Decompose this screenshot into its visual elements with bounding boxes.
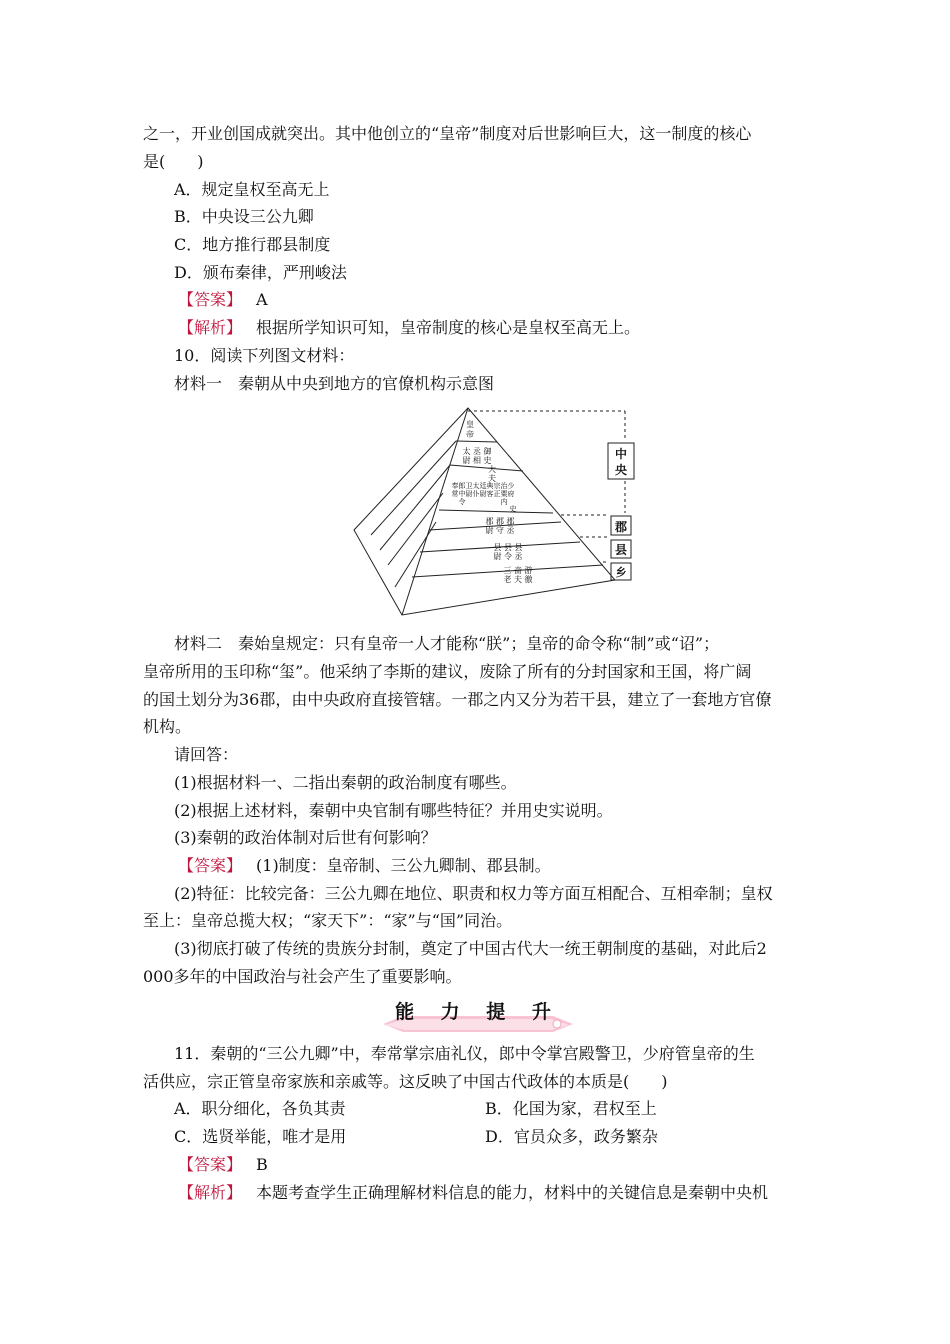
answer-tag: 【答案】 (178, 1155, 243, 1174)
analysis-text: 根据所学知识可知，皇帝制度的核心是皇权至高无上。 (256, 318, 641, 337)
level-jun-2: 尉 守 丞 (485, 526, 515, 535)
q11-option-a: A．职分细化，各负其责 (174, 1099, 346, 1118)
q11-option-b: B．化国为家，君权至上 (485, 1099, 657, 1118)
level-xiang-1: 三 啬 游 (503, 566, 533, 575)
q10-answer-1 (178, 856, 551, 876)
level-emperor-2: 帝 (466, 430, 474, 439)
q11-option-d: D．官员众多，政务繁杂 (485, 1127, 658, 1146)
q11-answer (178, 1155, 268, 1175)
side-label-central-1: 中 (614, 447, 628, 461)
q10-answer-3-line2: 000多年的中国政治与社会产生了重要影响。 (143, 967, 462, 986)
section-banner (383, 994, 573, 1036)
side-label-xiang: 乡 (615, 566, 627, 579)
q9-option-c: C．地方推行郡县制度 (174, 235, 331, 254)
answer-tag: 【答案】 (178, 290, 243, 309)
answer-tag: 【答案】 (178, 856, 243, 875)
section-title: 能 力 提 升 (395, 1001, 561, 1023)
side-label-xian: 县 (614, 543, 628, 557)
level-jun-1: 郡 郡 郡 (485, 517, 515, 526)
q11-stem-line2: 活供应，宗正管皇帝家族和亲戚等。这反映了中国古代政体的本质是( ) (143, 1072, 668, 1091)
q9-option-a: A．规定皇权至高无上 (174, 180, 330, 199)
material2-line1: 材料二 秦始皇规定：只有皇帝一人才能称“朕”；皇帝的命令称“制”或“诏”； (174, 634, 720, 653)
level-sangong-2: 尉 相 史 (462, 456, 492, 465)
level-jiuqing-2: 常中尉仆尉客正粟府 (451, 490, 515, 498)
q9-stem-line1: 之一，开业创国成就突出。其中他创立的“皇帝”制度对后世影响巨大，这一制度的核心 (143, 124, 752, 143)
q10-question-1: (1)根据材料一、二指出秦朝的政治制度有哪些。 (174, 773, 517, 792)
q11-stem-line1: 11．秦朝的“三公九卿”中，奉常掌宗庙礼仪，郎中令掌宫殿警卫，少府管皇帝的生 (174, 1044, 755, 1063)
q10-stem: 10．阅读下列图文材料： (174, 346, 355, 365)
level-sangong-4: 夫 (488, 474, 496, 483)
material2-line4: 机构。 (143, 717, 192, 736)
q10-answer-2-line2: 至上：皇帝总揽大权；“家天下”：“家”与“国”同治。 (143, 911, 513, 930)
level-xian-2: 尉 令 丞 (493, 552, 523, 561)
answer-value: B (256, 1155, 268, 1174)
q11-option-c: C．选贤举能，唯才是用 (174, 1127, 347, 1146)
q9-analysis (178, 318, 640, 338)
answer-text: (1)制度：皇帝制、三公九卿制、郡县制。 (256, 856, 551, 875)
q9-answer (178, 290, 268, 310)
level-sangong-3: 大 (488, 465, 496, 474)
q10-answer-3-line1: (3)彻底打破了传统的贵族分封制，奠定了中国古代大一统王朝制度的基础，对此后2 (174, 939, 767, 958)
q10-prompt: 请回答： (174, 745, 239, 764)
analysis-tag: 【解析】 (178, 1183, 243, 1202)
analysis-text: 本题考查学生正确理解材料信息的能力，材料中的关键信息是秦朝中央机 (256, 1183, 769, 1202)
level-jiuqing-4: 史 (509, 505, 517, 513)
q10-answer-2-line1: (2)特征：比较完备：三公九卿在地位、职责和权力等方面互相配合、互相牵制；皇权 (174, 884, 773, 903)
q9-stem-line2: 是( ) (143, 152, 204, 171)
level-xian-1: 县 县 县 (493, 543, 523, 552)
q10-question-3: (3)秦朝的政治体制对后世有何影响？ (174, 828, 437, 847)
answer-value: A (256, 290, 268, 309)
q10-question-2: (2)根据上述材料，秦朝中央官制有哪些特征？并用史实说明。 (174, 801, 613, 820)
material2-line2: 皇帝所用的玉印称“玺”。他采纳了李斯的建议，废除了所有的分封国家和王国，将广阔 (143, 662, 752, 681)
material2-line3: 的国土划分为36郡，由中央政府直接管辖。一郡之内又分为若干县，建立了一套地方官僚 (143, 690, 772, 709)
level-xiang-2: 老 夫 徼 (503, 575, 533, 584)
q11-analysis (178, 1183, 768, 1203)
material1-title: 材料一 秦朝从中央到地方的官僚机构示意图 (174, 374, 495, 393)
q9-option-d: D．颁布秦律，严刑峻法 (174, 263, 347, 282)
bureaucracy-pyramid-diagram (340, 405, 640, 620)
level-jiuqing-3: 令 内 (458, 498, 508, 506)
side-label-jun: 郡 (614, 520, 628, 534)
level-sangong-1: 太 丞 御 (462, 447, 492, 456)
level-jiuqing-1: 奉郎卫太廷典宗治少 (451, 482, 515, 490)
analysis-tag: 【解析】 (178, 318, 243, 337)
level-emperor-1: 皇 (466, 420, 474, 429)
side-label-central-2: 央 (614, 463, 628, 477)
q9-option-b: B．中央设三公九卿 (174, 207, 314, 226)
